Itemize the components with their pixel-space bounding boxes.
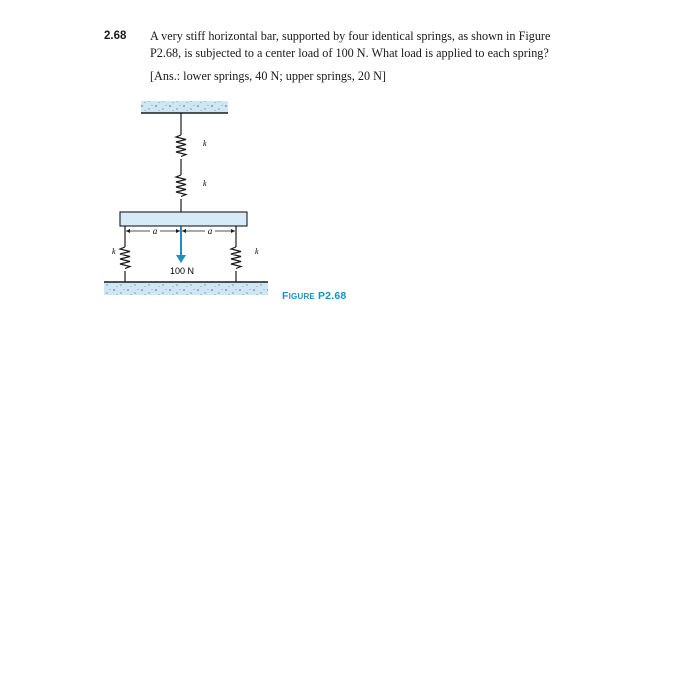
spring-label-lower-left: k	[112, 247, 116, 256]
problem-statement-line-1: A very stiff horizontal bar, supported by four identical springs, as shown in Figure	[150, 29, 551, 43]
upper-spring-1	[176, 113, 186, 170]
figure-label-initial: F	[282, 290, 289, 302]
spring-label-upper-2: k	[203, 179, 207, 188]
load-arrow	[176, 227, 186, 263]
upper-spring-2	[176, 170, 186, 212]
top-support	[141, 101, 228, 113]
spring-label-lower-right: k	[255, 247, 259, 256]
figure-label	[282, 290, 346, 302]
problem-answer: [Ans.: lower springs, 40 N; upper springs, 20 N]	[150, 69, 386, 83]
figure-label-number: P2.68	[317, 290, 347, 302]
problem-number: 2.68	[104, 30, 127, 42]
spring-label-upper-1: k	[203, 139, 207, 148]
stiff-bar	[120, 212, 247, 226]
dimension-a-left: a	[152, 226, 158, 236]
load-label: 100 N	[170, 266, 195, 276]
bottom-ground	[104, 282, 268, 295]
dimension-a-right: a	[207, 226, 213, 236]
figure-label-word: IGURE	[288, 292, 315, 301]
problem-statement-line-2: P2.68, is subjected to a center load of 100 N. What load is applied to each spring?	[150, 46, 549, 60]
